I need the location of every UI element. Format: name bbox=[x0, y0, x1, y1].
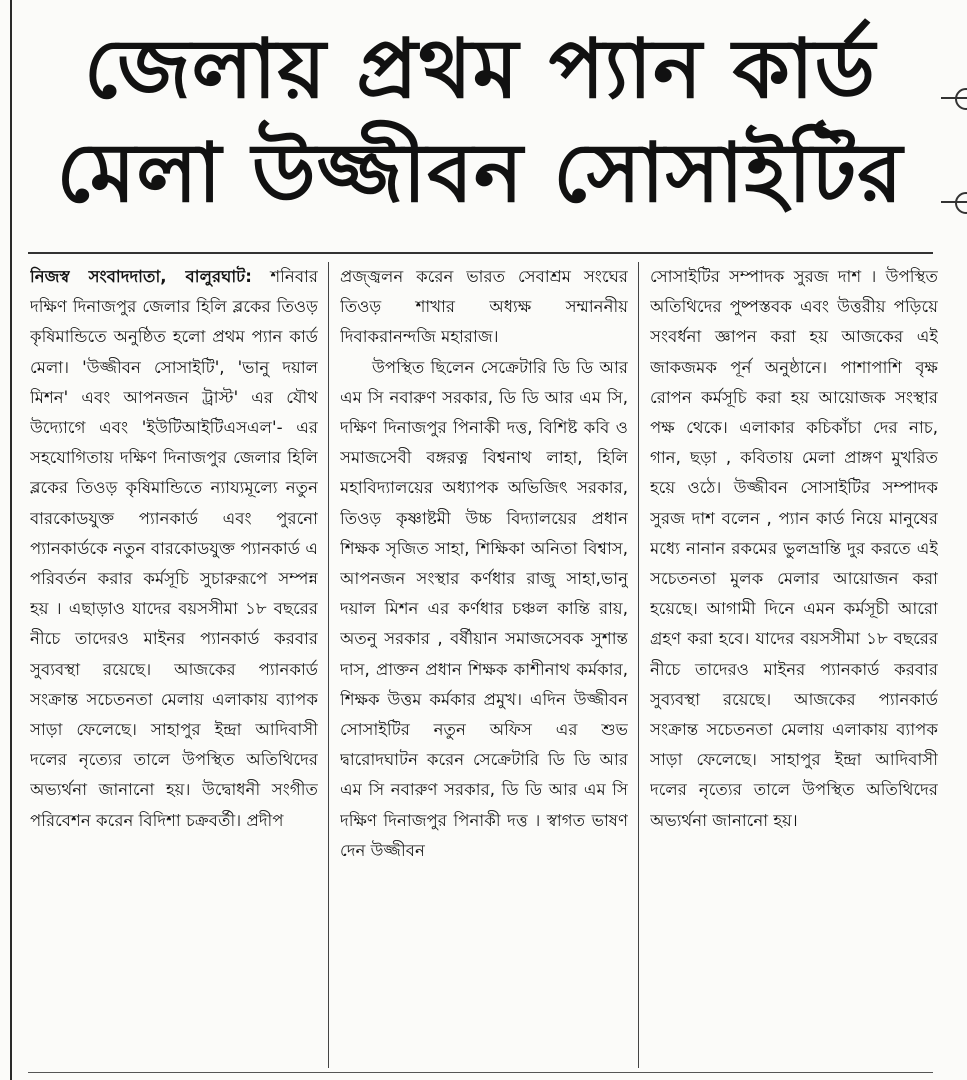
column-1-body: শনিবার দক্ষিণ দিনাজপুর জেলার হিলি ব্লকের তিওড় কৃষিমান্ডিতে অনুষ্ঠিত হলো প্রথম প্যান কার্ড মেলা। 'উজ্জীবন সোসাইটি', 'ভানু দয়াল মিশন' এবং আপনজন ট্রাস্ট' এর যৌথ উদ্যোগে এবং 'ইউটিআইটিএসএল'- এর সহযোগিতায় দক্ষিণ দিনাজপুর জেলার হিলি ব্লকের তিওড় কৃষিমান্ডিতে ন্যায্যমূল্যে নতুন বারকোডযুক্ত প্যানকার্ড এবং পুরনো প্যানকার্ডকে নতুন বারকোডযুক্ত প্যানকার্ড এ পরিবর্তন করার কর্মসূচি সুচারুরূপে সম্পন্ন হয় । এছাড়াও যাদের বয়সসীমা ১৮ বছরের নীচে তাদেরও মাইনর প্যানকার্ড করবার সুব্যবস্থা রয়েছে। আজকের প্যানকার্ড সংক্রান্ত সচেতনতা মেলায় এলাকায় ব্যাপক সাড়া ফেলেছে। সাহাপুর ইন্দ্রা আদিবাসী দলের নৃত্যের তালে উপস্থিত অতিথিদের অভ্যর্থনা জানানো হয়। উদ্বোধনী সংগীত পরিবেশন করেন বিদিশা চক্রবর্তী। প্রদীপ bbox=[30, 267, 318, 830]
column-3-body: সোসাইটির সম্পাদক সুরজ দাশ । উপস্থিত অতিথিদের পুষ্পস্তবক এবং উত্তরীয় পড়িয়ে সংবর্ধনা জ্ঞাপন করা হয় আজকের এই জাকজমক পূর্ন অনুষ্ঠানে। পাশাপাশি বৃক্ষ রোপন কর্মসূচি করা হয় আয়োজক সংস্থার পক্ষ থেকে। এলাকার কচিকাঁচা দের নাচ, গান, ছড়া , কবিতায় মেলা প্রাঙ্গণ মুখরিত হয়ে ওঠে। উজ্জীবন সোসাইটির সম্পাদক সুরজ দাশ বলেন , প্যান কার্ড নিয়ে মানুষের মধ্যে নানান রকমের ভুলভ্রান্তি দুর করতে এই সচেতনতা মুলক মেলার আয়োজন করা হয়েছে। আগামী দিনে এমন কর্মসূচী আরো গ্রহণ করা হবে। যাদের বয়সসীমা ১৮ বছরের নীচে তাদেরও মাইনর প্যানকার্ড করবার সুব্যবস্থা রয়েছে। আজকের প্যানকার্ড সংক্রান্ত সচেতনতা মেলায় এলাকায় ব্যাপক সাড়া ফেলেছে। সাহাপুর ইন্দ্রা আদিবাসী দলের নৃত্যের তালে উপস্থিত অতিথিদের অভ্যর্থনা জানানো হয়। bbox=[650, 267, 938, 830]
headline-line-2: মেলা উজ্জীবন সোসাইটির bbox=[56, 126, 904, 221]
column-divider bbox=[328, 262, 329, 1068]
article-column-1 bbox=[30, 262, 318, 1068]
article-column-3 bbox=[650, 262, 938, 1068]
margin-registration-mark bbox=[941, 201, 967, 203]
headline bbox=[40, 18, 920, 226]
article-column-2 bbox=[340, 262, 628, 1068]
headline-line-1: জেলায় প্রথম প্যান কার্ড bbox=[84, 22, 876, 117]
byline: নিজস্ব সংবাদদাতা, বালুরঘাট: bbox=[30, 267, 252, 286]
column-2-paragraph-2: উপস্থিত ছিলেন সেক্রেটারি ডি ডি আর এম সি নবারুণ সরকার, ডি ডি আর এম সি, দক্ষিণ দিনাজপুর পিনাকী দত্ত, বিশিষ্ট কবি ও সমাজসেবী বঙ্গরত্ন বিশ্বনাথ লাহা, হিলি মহাবিদ্যালয়ের অধ্যাপক অভিজিৎ সরকার, তিওড় কৃষ্ণাষ্টমী উচ্চ বিদ্যালয়ের প্রধান শিক্ষক সৃজিত সাহা, শিক্ষিকা অনিতা বিশ্বাস, আপনজন সংস্থার কর্ণধার রাজু সাহা,ভানু দয়াল মিশন এর কর্ণধার চঞ্চল কান্তি রায়, অতনু সরকার , বর্ষীয়ান সমাজসেবক সুশান্ত দাস, প্রাক্তন প্রধান শিক্ষক কাশীনাথ কর্মকার, শিক্ষক উত্তম কর্মকার প্রমুখ। এদিন উজ্জীবন সোসাইটির নতুন অফিস এর শুভ দ্বারোদঘাটন করেন সেক্রেটারি ডি ডি আর এম সি নবারুণ সরকার, ডি ডি আর এম সি দক্ষিণ দিনাজপুর পিনাকী দত্ত । স্বাগত ভাষণ দেন উজ্জীবন bbox=[340, 357, 628, 860]
column-divider bbox=[638, 262, 639, 1068]
left-page-rule bbox=[10, 0, 12, 1080]
margin-registration-mark bbox=[941, 97, 967, 99]
bottom-rule bbox=[28, 1072, 933, 1073]
column-2-paragraph-1: প্রজ্জ্বলন করেন ভারত সেবাশ্রম সংঘের তিওড় শাখার অধ্যক্ষ সম্মাননীয় দিবাকরানন্দজি মহারাজ। bbox=[340, 267, 628, 347]
column-1-text bbox=[30, 262, 318, 836]
headline-divider bbox=[28, 252, 933, 254]
